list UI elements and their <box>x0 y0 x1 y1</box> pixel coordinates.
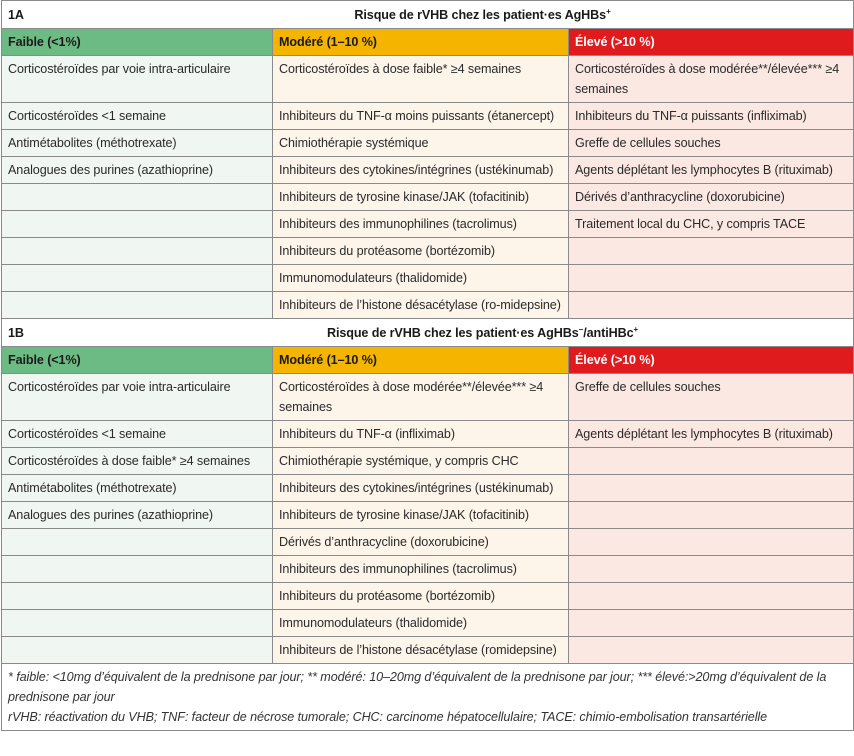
cell-high-risk <box>569 529 854 556</box>
cell-moderate-risk: Chimiothérapie systémique, y compris CHC <box>273 448 569 475</box>
table-row <box>2 583 854 610</box>
table-row <box>2 157 854 184</box>
table-row <box>2 103 854 130</box>
table-row <box>2 374 854 421</box>
header-moderate-risk: Modéré (1–10 %) <box>273 29 569 56</box>
cell-low-risk <box>2 556 273 583</box>
cell-high-risk <box>569 238 854 265</box>
cell-moderate-risk: Inhibiteurs du protéasome (bortézomib) <box>273 583 569 610</box>
cell-high-risk <box>569 448 854 475</box>
cell-moderate-risk: Inhibiteurs de tyrosine kinase/JAK (tofacitinib) <box>273 184 569 211</box>
cell-moderate-risk: Dérivés d’anthracycline (doxorubicine) <box>273 529 569 556</box>
cell-moderate-risk: Inhibiteurs de l’histone désacétylase (ro-midepsine) <box>273 292 569 319</box>
cell-low-risk: Corticostéroïdes par voie intra-articulaire <box>2 56 273 103</box>
section-1a <box>2 1 854 319</box>
cell-moderate-risk: Inhibiteurs des immunophilines (tacrolimus) <box>273 211 569 238</box>
cell-low-risk: Analogues des purines (azathioprine) <box>2 502 273 529</box>
cell-high-risk <box>569 475 854 502</box>
table-row <box>2 556 854 583</box>
cell-low-risk: Antimétabolites (méthotrexate) <box>2 130 273 157</box>
table-row <box>2 421 854 448</box>
cell-moderate-risk: Inhibiteurs des cytokines/intégrines (ustékinumab) <box>273 157 569 184</box>
table-row <box>2 130 854 157</box>
section-title-row <box>2 1 854 29</box>
header-high-risk: Élevé (>10 %) <box>569 347 854 374</box>
cell-low-risk: Analogues des purines (azathioprine) <box>2 157 273 184</box>
cell-moderate-risk: Corticostéroïdes à dose faible* ≥4 semaines <box>273 56 569 103</box>
cell-moderate-risk: Inhibiteurs du TNF-α moins puissants (étanercept) <box>273 103 569 130</box>
section-title: Risque de rVHB chez les patient·es AgHBs+ <box>354 7 611 22</box>
cell-high-risk: Agents déplétant les lymphocytes B (rituximab) <box>569 157 854 184</box>
cell-moderate-risk: Inhibiteurs des cytokines/intégrines (ustékinumab) <box>273 475 569 502</box>
risk-header-row <box>2 29 854 56</box>
cell-high-risk <box>569 610 854 637</box>
cell-moderate-risk: Inhibiteurs du protéasome (bortézomib) <box>273 238 569 265</box>
header-high-risk: Élevé (>10 %) <box>569 29 854 56</box>
cell-low-risk: Corticostéroïdes <1 semaine <box>2 103 273 130</box>
cell-low-risk: Corticostéroïdes <1 semaine <box>2 421 273 448</box>
cell-low-risk <box>2 637 273 664</box>
cell-low-risk: Antimétabolites (méthotrexate) <box>2 475 273 502</box>
table-row <box>2 529 854 556</box>
cell-low-risk <box>2 184 273 211</box>
section-1b <box>2 319 854 664</box>
cell-high-risk <box>569 265 854 292</box>
footnotes <box>2 664 854 731</box>
section-title: Risque de rVHB chez les patient·es AgHBs−/antiHBc+ <box>326 325 639 340</box>
cell-low-risk: Corticostéroïdes par voie intra-articulaire <box>2 374 273 421</box>
table-row <box>2 637 854 664</box>
cell-moderate-risk: Immunomodulateurs (thalidomide) <box>273 610 569 637</box>
cell-high-risk <box>569 556 854 583</box>
cell-high-risk <box>569 637 854 664</box>
cell-moderate-risk: Inhibiteurs de l’histone désacétylase (romidepsine) <box>273 637 569 664</box>
header-low-risk: Faible (<1%) <box>2 347 273 374</box>
table-row <box>2 238 854 265</box>
header-low-risk: Faible (<1%) <box>2 29 273 56</box>
table-row <box>2 184 854 211</box>
cell-high-risk <box>569 583 854 610</box>
cell-high-risk <box>569 292 854 319</box>
section-title-row <box>2 319 854 347</box>
cell-moderate-risk: Inhibiteurs des immunophilines (tacrolimus) <box>273 556 569 583</box>
cell-moderate-risk: Chimiothérapie systémique <box>273 130 569 157</box>
section-id: 1A <box>8 8 24 22</box>
cell-moderate-risk: Corticostéroïdes à dose modérée**/élevée*** ≥4 semaines <box>273 374 569 421</box>
table-row <box>2 265 854 292</box>
section-id: 1B <box>8 326 24 340</box>
cell-moderate-risk: Inhibiteurs de tyrosine kinase/JAK (tofacitinib) <box>273 502 569 529</box>
cell-high-risk: Greffe de cellules souches <box>569 374 854 421</box>
header-moderate-risk: Modéré (1–10 %) <box>273 347 569 374</box>
table-row <box>2 502 854 529</box>
cell-high-risk: Inhibiteurs du TNF-α puissants (infliximab) <box>569 103 854 130</box>
cell-high-risk: Dérivés d’anthracycline (doxorubicine) <box>569 184 854 211</box>
cell-high-risk: Traitement local du CHC, y compris TACE <box>569 211 854 238</box>
risk-header-row <box>2 347 854 374</box>
cell-low-risk <box>2 529 273 556</box>
table-row <box>2 292 854 319</box>
cell-low-risk <box>2 265 273 292</box>
table-row <box>2 448 854 475</box>
cell-low-risk <box>2 583 273 610</box>
cell-low-risk <box>2 211 273 238</box>
risk-table <box>1 0 854 731</box>
cell-low-risk <box>2 238 273 265</box>
cell-high-risk: Agents déplétant les lymphocytes B (rituximab) <box>569 421 854 448</box>
footnote-abbreviations: rVHB: réactivation du VHB; TNF: facteur de nécrose tumorale; CHC: carcinome hépatocellulaire; TACE: chimio-embolisation transartérielle <box>8 710 767 724</box>
cell-low-risk <box>2 292 273 319</box>
cell-moderate-risk: Inhibiteurs du TNF-α (infliximab) <box>273 421 569 448</box>
table-row <box>2 211 854 238</box>
cell-low-risk: Corticostéroïdes à dose faible* ≥4 semaines <box>2 448 273 475</box>
table-row <box>2 475 854 502</box>
cell-high-risk: Greffe de cellules souches <box>569 130 854 157</box>
cell-high-risk <box>569 502 854 529</box>
table-row <box>2 610 854 637</box>
cell-moderate-risk: Immunomodulateurs (thalidomide) <box>273 265 569 292</box>
cell-low-risk <box>2 610 273 637</box>
cell-high-risk: Corticostéroïdes à dose modérée**/élevée*** ≥4 semaines <box>569 56 854 103</box>
footnote-dosage: * faible: <10mg d’équivalent de la prednisone par jour; ** modéré: 10–20mg d’équivalent de la prednisone par jour; *** élevé:>20mg d’équivalent de la prednisone par jour <box>8 670 827 704</box>
table-row <box>2 56 854 103</box>
